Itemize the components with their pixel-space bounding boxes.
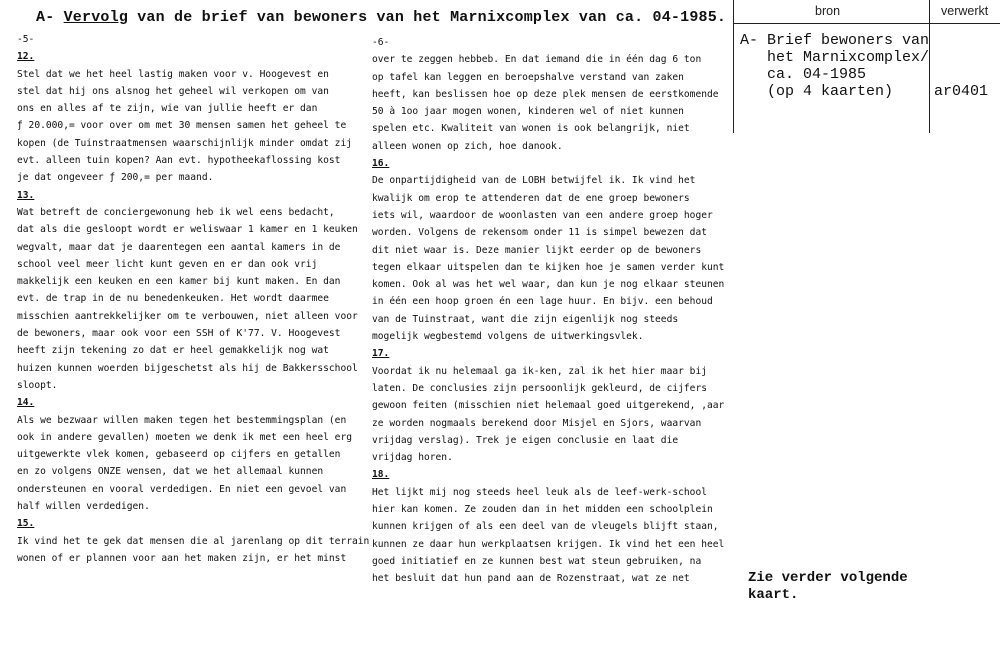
- source-line: het Marnixcomplex/: [740, 49, 930, 66]
- letter-text-line: gewoon feiten (misschien niet helemaal goed uitgerekend, ,aar: [372, 400, 725, 412]
- heading-underlined-word: Vervolg: [63, 9, 129, 26]
- letter-text-line: Als we bezwaar willen maken tegen het bestemmingsplan (en: [17, 414, 347, 426]
- letter-text-line: kopen (de Tuinstraatmensen waarschijnlijk minder omdat zij: [17, 137, 353, 149]
- continuation-note: [748, 570, 908, 604]
- paragraph-number: 14.: [17, 397, 35, 409]
- letter-text-line: 50 à 1oo jaar mogen wonen, kinderen wel of niet kunnen: [372, 106, 684, 118]
- letter-text-line: dit niet waar is. Deze manier lijkt eerder op de bewoners: [372, 244, 702, 256]
- letter-text-line: vrijdag horen.: [372, 452, 453, 464]
- letter-text-line: wegvalt, maar dat je daarentegen een aantal kamers in de: [17, 241, 341, 253]
- letter-text-line: laten. De conclusies zijn persoonlijk gekleurd, de cijfers: [372, 382, 708, 394]
- letter-text-line: Voordat ik nu helemaal ga ik-ken, zal ik het hier maar bij: [372, 365, 708, 377]
- letter-text-line: half willen verdedigen.: [17, 501, 150, 513]
- letter-column-left: [17, 31, 370, 567]
- letter-text-line: Stel dat we het heel lastig maken voor v. Hoogevest en: [17, 68, 329, 80]
- paragraph-number: 15.: [17, 518, 35, 530]
- heading-prefix: A-: [36, 9, 64, 26]
- side-panel-border-left: [733, 0, 734, 133]
- paragraph-number: 18.: [372, 469, 390, 481]
- letter-text-line: tegen elkaar uitspelen dan te kijken hoe je samen verder kunt: [372, 261, 725, 273]
- header-bron: bron: [815, 4, 841, 18]
- source-line: (op 4 kaarten): [740, 83, 894, 100]
- letter-text-line: school veel meer licht kunt geven en er dan ook vrij: [17, 258, 318, 270]
- letter-text-line: sloopt.: [17, 379, 58, 391]
- letter-text-line: ƒ 20.000,= voor over om met 30 mensen samen het geheel te: [17, 120, 347, 132]
- continuation-line: kaart.: [748, 587, 799, 603]
- letter-text-line: mogelijk wegbestemd volgens de uitwerkingsvlek.: [372, 331, 644, 343]
- letter-text-line: en zo volgens ONZE wensen, dat we het allemaal kunnen: [17, 466, 324, 478]
- letter-text-line: vrijdag verslag). Trek je eigen conclusie en laat die: [372, 434, 679, 446]
- paragraph-number: 16.: [372, 158, 390, 170]
- letter-text-line: ze worden nogmaals berekend door Misjel en Sjors, waarvan: [372, 417, 702, 429]
- letter-text-line: misschien aantrekkelijker om te verbouwen, niet alleen voor: [17, 310, 358, 322]
- letter-text-line: kwalijk om erop te attenderen dat de ene groep bewoners: [372, 192, 690, 204]
- letter-text-line: kunnen ze daar hun werkplaatsen krijgen. Ik vind het een heel: [372, 538, 725, 550]
- source-description: [740, 32, 930, 100]
- letter-text-line: uitgewerkte vlek komen, gebaseerd op cijfers en getallen: [17, 449, 341, 461]
- archive-code: ar0401: [934, 83, 989, 100]
- letter-text-line: stel dat hij ons alsnog het geheel wil verkopen om van: [17, 85, 329, 97]
- letter-text-line: spelen etc. Kwaliteit van wonen is ook belangrijk, niet: [372, 123, 690, 135]
- letter-text-line: je dat ongeveer ƒ 200,= per maand.: [17, 172, 214, 184]
- letter-column-right: [372, 34, 724, 588]
- letter-text-line: -6-: [372, 37, 390, 48]
- letter-text-line: huizen kunnen woerden bijgeschetst als hij de Bakkersschool: [17, 362, 358, 374]
- letter-text-line: ondersteunen en vooral verdedigen. En niet een gevoel van: [17, 483, 347, 495]
- letter-text-line: in één een hoop groen én een lage huur. En bijv. een behoud: [372, 296, 713, 308]
- letter-text-line: Ik vind het te gek dat mensen die al jarenlang op dit terrain: [17, 535, 370, 547]
- letter-text-line: wonen of er plannen voor aan het maken zijn, er het minst: [17, 552, 347, 564]
- header-verwerkt: verwerkt: [941, 4, 989, 18]
- letter-text-line: op tafel kan leggen en beroepshalve verstand van zaken: [372, 71, 684, 83]
- paragraph-number: 17.: [372, 348, 390, 360]
- letter-text-line: heeft zijn tekening zo dat er heel gemakkelijk nog wat: [17, 345, 329, 357]
- letter-text-line: heeft, kan beslissen hoe op deze plek mensen de eerstkomende: [372, 88, 719, 100]
- letter-text-line: evt. alleen tuin kopen? Aan evt. hypotheekaflossing kost: [17, 155, 341, 167]
- letter-text-line: het besluit dat hun pand aan de Rozenstraat, wat ze net: [372, 573, 690, 585]
- paragraph-number: 12.: [17, 51, 35, 63]
- letter-text-line: ook in andere gevallen) moeten we denk ik met een heel erg: [17, 431, 353, 443]
- letter-text-line: iets wil, waardoor de woonlasten van een andere groep hoger: [372, 209, 713, 221]
- letter-text-line: de bewoners, maar ook voor een SSH of K'77. V. Hoogevest: [17, 328, 341, 340]
- letter-text-line: makkelijk een keuken en een kamer bij kunt maken. En dan: [17, 276, 341, 288]
- page-heading: [36, 9, 727, 26]
- letter-text-line: van de Tuinstraat, want die zijn eigenlijk nog steeds: [372, 313, 679, 325]
- letter-text-line: hier kan komen. Ze zouden dan in het midden een schoolplein: [372, 504, 713, 516]
- source-line: A- Brief bewoners van: [740, 32, 930, 49]
- letter-text-line: alleen wonen op zich, hoe danook.: [372, 140, 563, 152]
- letter-text-line: De onpartijdigheid van de LOBH betwijfel ik. Ik vind het: [372, 175, 696, 187]
- source-line: ca. 04-1985: [740, 66, 867, 83]
- letter-text-line: over te zeggen hebbeb. En dat iemand die in één dag 6 ton: [372, 54, 702, 66]
- continuation-line: Zie verder volgende: [748, 570, 908, 586]
- letter-text-line: Wat betreft de conciergewonung heb ik wel eens bedacht,: [17, 206, 335, 218]
- letter-text-line: dat als die gesloopt wordt er weliswaar 1 kamer en 1 keuken: [17, 224, 358, 236]
- letter-text-line: worden. Volgens de rekensom onder 11 is simpel bewezen dat: [372, 227, 708, 239]
- letter-text-line: ons en alles af te zijn, wie van jullie heeft er dan: [17, 103, 318, 115]
- letter-text-line: evt. de trap in de nu benedenkeuken. Het wordt daarmee: [17, 293, 329, 305]
- letter-text-line: kunnen krijgen of als een deel van de vleugels blijft staan,: [372, 521, 719, 533]
- heading-rest: van de brief van bewoners van het Marnixcomplex van ca. 04-1985.: [128, 9, 727, 26]
- letter-text-line: Het lijkt mij nog steeds heel leuk als de leef-werk-school: [372, 486, 708, 498]
- letter-text-line: komen. Ook al was het wel waar, dan kun je nog elkaar steunen: [372, 279, 725, 291]
- letter-text-line: goed initiatief en ze kunnen best wat steun gebruiken, na: [372, 555, 702, 567]
- side-panel-header-rule: [733, 23, 1000, 24]
- paragraph-number: 13.: [17, 189, 35, 201]
- letter-text-line: -5-: [17, 34, 35, 45]
